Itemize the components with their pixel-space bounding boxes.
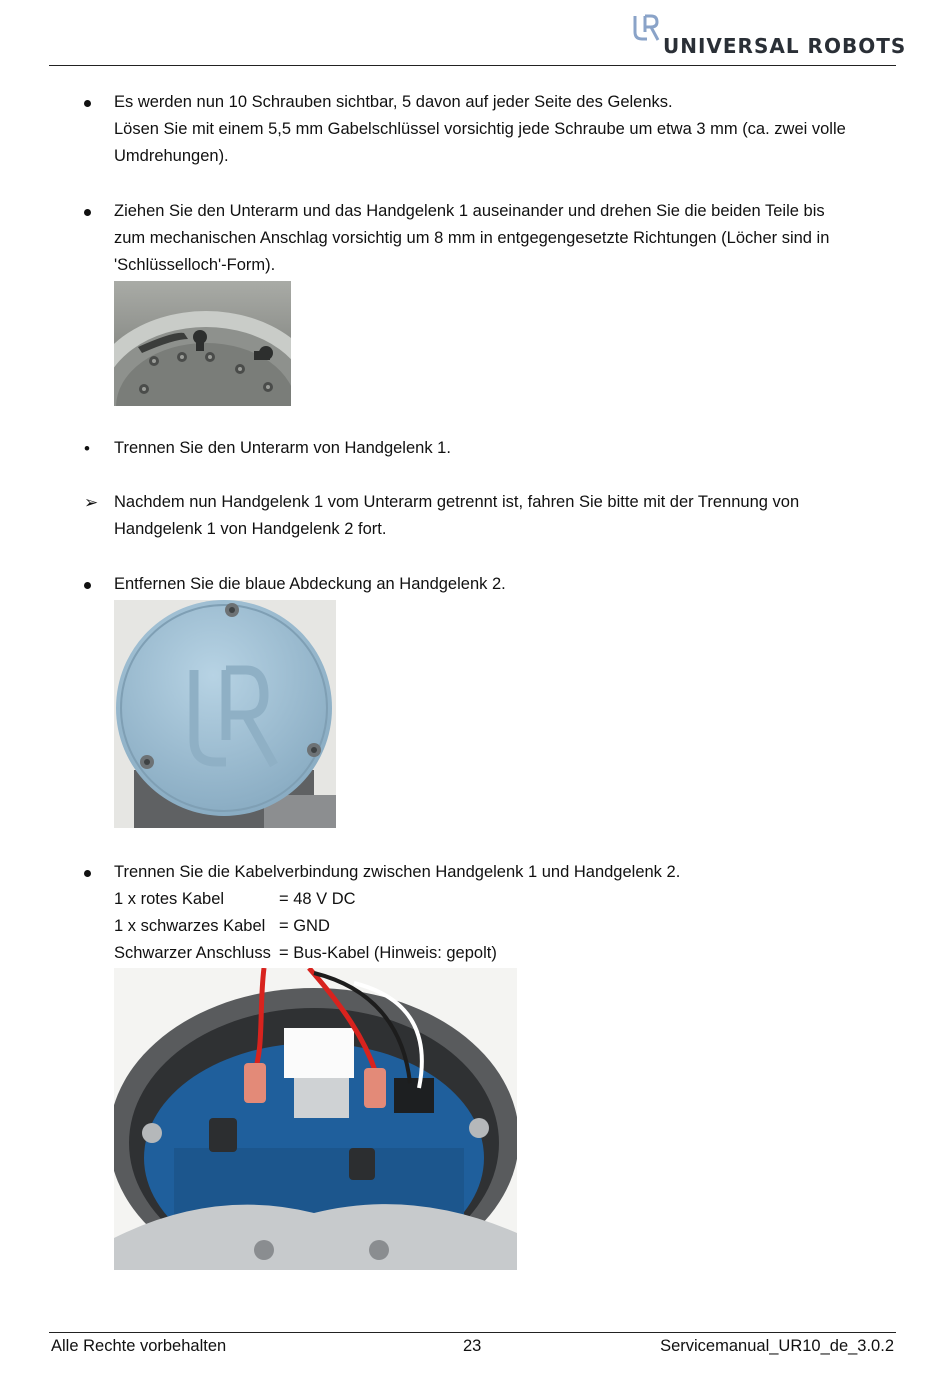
text-line: Umdrehungen). xyxy=(114,147,229,165)
step-5-text xyxy=(114,571,904,598)
cable-name: 1 x schwarzes Kabel xyxy=(114,917,266,935)
step-3-text xyxy=(114,435,904,462)
text-line: Handgelenk 1 von Handgelenk 2 fort. xyxy=(114,520,387,538)
text-line: Trennen Sie den Unterarm von Handgelenk 1. xyxy=(114,439,451,457)
text-line: Es werden nun 10 Schrauben sichtbar, 5 davon auf jeder Seite des Gelenks. xyxy=(114,93,673,111)
page-number: 23 xyxy=(463,1337,482,1355)
company-logo xyxy=(630,14,907,60)
blue-cover-photo xyxy=(114,600,336,828)
footer-rule xyxy=(49,1332,896,1333)
bullet-marker xyxy=(84,89,91,116)
step-4-text xyxy=(114,489,904,543)
header-rule xyxy=(49,65,896,66)
text-line: zum mechanischen Anschlag vorsichtig um 8 mm in entgegengesetzte Richtungen (Löcher sind in xyxy=(114,229,830,247)
ur-logo-icon xyxy=(632,14,662,44)
logo-text: UNIVERSAL ROBOTS xyxy=(663,34,907,58)
bullet-marker xyxy=(84,571,91,598)
cable-connection-photo xyxy=(114,968,517,1270)
cable-value: = Bus-Kabel (Hinweis: gepolt) xyxy=(279,944,497,962)
cable-row xyxy=(114,940,904,967)
cable-name: Schwarzer Anschluss xyxy=(114,944,271,962)
text-line: 'Schlüsselloch'-Form). xyxy=(114,256,276,274)
step-2-text xyxy=(114,198,904,279)
cable-value: = GND xyxy=(279,917,330,935)
cable-value: = 48 V DC xyxy=(279,890,356,908)
bullet-marker: • xyxy=(84,439,90,458)
step-6-text xyxy=(114,859,904,967)
cable-row xyxy=(114,886,904,913)
text-line: Ziehen Sie den Unterarm und das Handgelenk 1 auseinander und drehen Sie die beiden Teile bis xyxy=(114,202,825,220)
arrow-marker: ➢ xyxy=(84,493,99,512)
cable-name: 1 x rotes Kabel xyxy=(114,890,225,908)
footer-document-id: Servicemanual_UR10_de_3.0.2 xyxy=(660,1337,894,1355)
step-1-text xyxy=(114,89,904,170)
footer-copyright: Alle Rechte vorbehalten xyxy=(51,1337,227,1355)
text-line: Trennen Sie die Kabelverbindung zwischen Handgelenk 1 und Handgelenk 2. xyxy=(114,863,681,881)
keyhole-flange-photo xyxy=(114,281,291,406)
bullet-marker xyxy=(84,198,91,225)
cable-row xyxy=(114,913,904,940)
text-line: Nachdem nun Handgelenk 1 vom Unterarm getrennt ist, fahren Sie bitte mit der Trennung von xyxy=(114,493,800,511)
text-line: Entfernen Sie die blaue Abdeckung an Handgelenk 2. xyxy=(114,575,506,593)
text-line: Lösen Sie mit einem 5,5 mm Gabelschlüssel vorsichtig jede Schraube um etwa 3 mm (ca. zwei volle xyxy=(114,120,846,138)
bullet-marker xyxy=(84,859,91,886)
